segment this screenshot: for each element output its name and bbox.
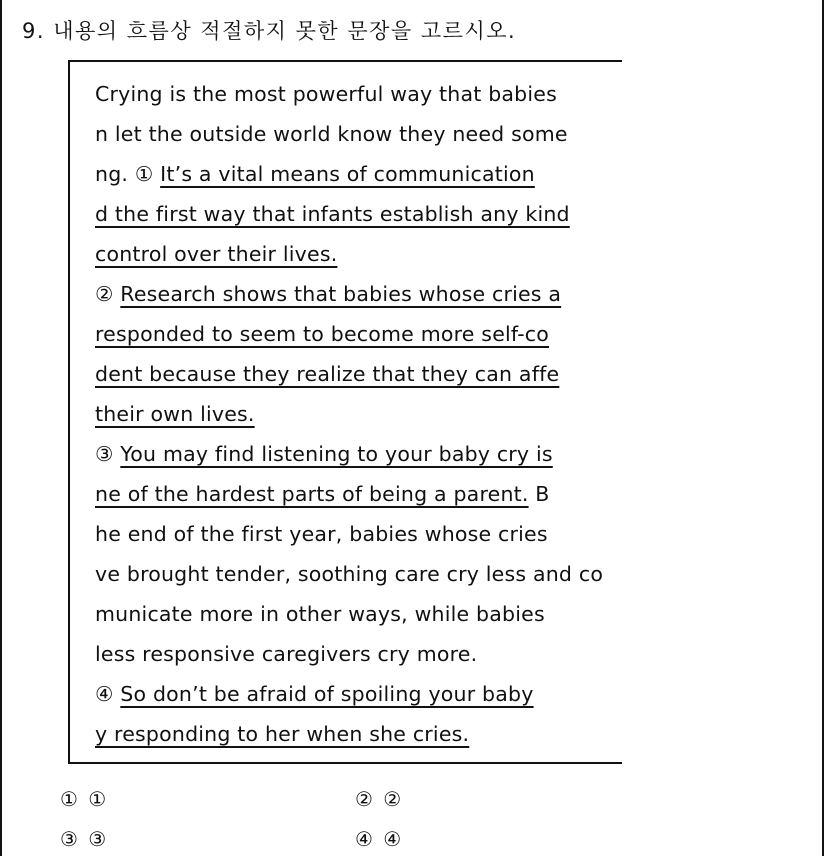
passage-line: [95, 641, 477, 667]
page-border-right: [822, 0, 824, 856]
passage-line: [95, 321, 549, 347]
passage-text: ve brought tender, soothing care cry less and co: [95, 562, 604, 586]
underlined-sentence: So don’t be afraid of spoiling your baby: [120, 682, 534, 706]
passage-line: [95, 681, 534, 707]
passage-line: [95, 81, 557, 107]
passage-box: [68, 60, 622, 764]
passage-line: [95, 241, 337, 267]
underlined-sentence: It’s a vital means of communication: [160, 162, 535, 186]
passage-line: [95, 721, 469, 747]
underlined-sentence: y responding to her when she cries.: [95, 722, 470, 746]
passage-line: [95, 161, 535, 187]
question-title: 9. 내용의 흐름상 적절하지 못한 문장을 고르시오.: [22, 19, 517, 43]
passage-line: [95, 201, 570, 227]
passage-text: less responsive caregivers cry more.: [95, 642, 478, 666]
passage-line: [95, 121, 568, 147]
passage-text: ③: [95, 442, 121, 466]
passage-line: [95, 361, 559, 387]
passage-line: [95, 561, 603, 587]
underlined-sentence: You may find listening to your baby cry is: [120, 442, 553, 466]
underlined-sentence: control over their lives.: [95, 242, 338, 266]
underlined-sentence: ne of the hardest parts of being a parent.: [95, 482, 529, 506]
passage-text: ②: [95, 282, 121, 306]
passage-text: n let the outside world know they need some: [95, 122, 568, 146]
passage-text: municate more in other ways, while babies: [95, 602, 545, 626]
option-1[interactable]: ① ①: [60, 787, 107, 811]
option-2[interactable]: ② ②: [355, 787, 402, 811]
option-4[interactable]: ④ ④: [355, 827, 402, 851]
passage-text: B: [528, 482, 550, 506]
passage-text: Crying is the most powerful way that babies: [95, 82, 557, 106]
underlined-sentence: Research shows that babies whose cries a: [120, 282, 562, 306]
passage-line: [95, 441, 553, 467]
option-3[interactable]: ③ ③: [60, 827, 107, 851]
passage-text: ④: [95, 682, 121, 706]
passage-line: [95, 481, 550, 507]
underlined-sentence: dent because they realize that they can affe: [95, 362, 560, 386]
passage-container: [68, 60, 622, 766]
passage-line: [95, 401, 255, 427]
passage-line: [95, 521, 548, 547]
passage-text: he end of the first year, babies whose cries: [95, 522, 548, 546]
page-border-left: [0, 0, 2, 856]
passage-line: [95, 601, 545, 627]
passage-text: ng. ①: [95, 162, 161, 186]
passage-line: [95, 281, 561, 307]
underlined-sentence: responded to seem to become more self-co: [95, 322, 550, 346]
underlined-sentence: their own lives.: [95, 402, 255, 426]
underlined-sentence: d the first way that infants establish any kind: [95, 202, 570, 226]
